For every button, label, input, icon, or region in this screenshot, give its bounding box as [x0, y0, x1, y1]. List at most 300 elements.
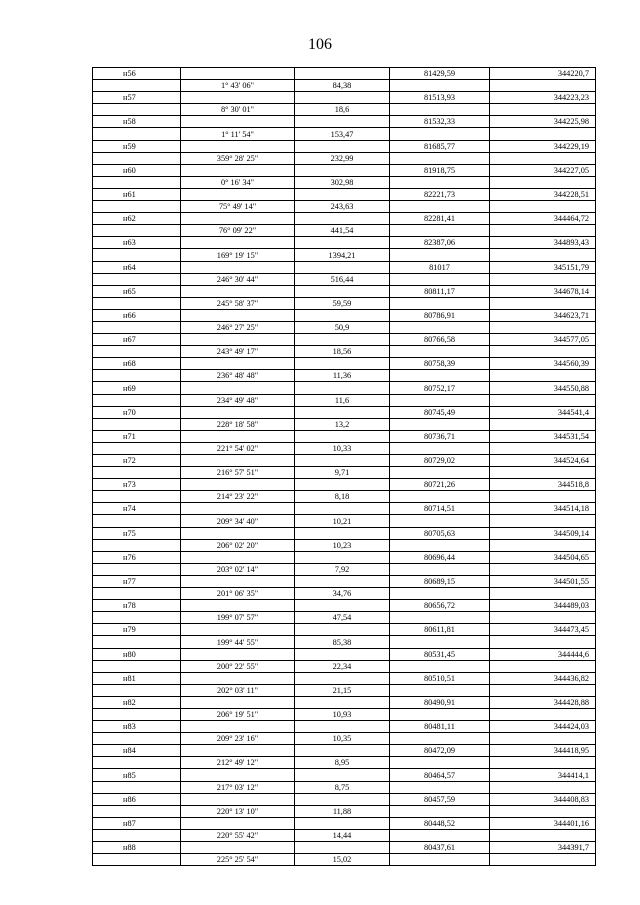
- table-row: [93, 769, 596, 781]
- direction-angle: 76° 09' 22": [181, 225, 295, 237]
- table-row: [93, 249, 596, 261]
- empty-cell: [295, 721, 390, 733]
- empty-cell: [181, 696, 295, 708]
- empty-cell: [295, 92, 390, 104]
- point-name: н64: [93, 261, 181, 273]
- table-row: [93, 430, 596, 442]
- point-name: н70: [93, 406, 181, 418]
- table-row: [93, 68, 596, 80]
- empty-cell: [93, 588, 181, 600]
- table-row: [93, 817, 596, 829]
- empty-cell: [390, 854, 490, 866]
- empty-cell: [93, 394, 181, 406]
- direction-angle: 246° 30' 44": [181, 273, 295, 285]
- y-coordinate: 344501,55: [490, 575, 596, 587]
- segment-length: 11,36: [295, 370, 390, 382]
- empty-cell: [181, 213, 295, 225]
- x-coordinate: 80752,17: [390, 382, 490, 394]
- empty-cell: [490, 370, 596, 382]
- table-row: [93, 334, 596, 346]
- y-coordinate: 344514,18: [490, 503, 596, 515]
- table-row: [93, 600, 596, 612]
- empty-cell: [181, 188, 295, 200]
- table-row: [93, 708, 596, 720]
- empty-cell: [390, 708, 490, 720]
- point-name: н68: [93, 358, 181, 370]
- empty-cell: [181, 164, 295, 176]
- empty-cell: [181, 551, 295, 563]
- table-row: [93, 128, 596, 140]
- segment-length: 11,88: [295, 805, 390, 817]
- empty-cell: [295, 164, 390, 176]
- empty-cell: [390, 201, 490, 213]
- empty-cell: [390, 805, 490, 817]
- x-coordinate: 82221,73: [390, 188, 490, 200]
- table-row: [93, 575, 596, 587]
- empty-cell: [295, 745, 390, 757]
- segment-length: 18,6: [295, 104, 390, 116]
- table-row: [93, 660, 596, 672]
- direction-angle: 203° 02' 14": [181, 563, 295, 575]
- y-coordinate: 344223,23: [490, 92, 596, 104]
- direction-angle: 217° 03' 12": [181, 781, 295, 793]
- empty-cell: [490, 708, 596, 720]
- empty-cell: [390, 636, 490, 648]
- empty-cell: [390, 467, 490, 479]
- empty-cell: [295, 285, 390, 297]
- segment-length: 441,54: [295, 225, 390, 237]
- table-row: [93, 636, 596, 648]
- empty-cell: [390, 152, 490, 164]
- point-name: н74: [93, 503, 181, 515]
- y-coordinate: 344518,8: [490, 479, 596, 491]
- point-name: н57: [93, 92, 181, 104]
- table-row: [93, 539, 596, 551]
- empty-cell: [181, 334, 295, 346]
- empty-cell: [295, 237, 390, 249]
- point-name: н72: [93, 455, 181, 467]
- empty-cell: [390, 80, 490, 92]
- empty-cell: [390, 297, 490, 309]
- segment-length: 232,99: [295, 152, 390, 164]
- empty-cell: [295, 600, 390, 612]
- empty-cell: [295, 188, 390, 200]
- empty-cell: [93, 176, 181, 188]
- x-coordinate: 81429,59: [390, 68, 490, 80]
- x-coordinate: 80437,61: [390, 842, 490, 854]
- empty-cell: [295, 358, 390, 370]
- segment-length: 302,98: [295, 176, 390, 188]
- empty-cell: [295, 575, 390, 587]
- table-row: [93, 358, 596, 370]
- page-number: 106: [308, 36, 332, 53]
- empty-cell: [295, 140, 390, 152]
- empty-cell: [295, 527, 390, 539]
- point-name: н65: [93, 285, 181, 297]
- empty-cell: [93, 104, 181, 116]
- empty-cell: [93, 297, 181, 309]
- empty-cell: [490, 225, 596, 237]
- empty-cell: [390, 539, 490, 551]
- empty-cell: [295, 334, 390, 346]
- point-name: н77: [93, 575, 181, 587]
- point-name: н71: [93, 430, 181, 442]
- empty-cell: [181, 842, 295, 854]
- table-row: [93, 261, 596, 273]
- point-name: н85: [93, 769, 181, 781]
- empty-cell: [93, 467, 181, 479]
- point-name: н80: [93, 648, 181, 660]
- segment-length: 516,44: [295, 273, 390, 285]
- y-coordinate: 344424,03: [490, 721, 596, 733]
- empty-cell: [181, 769, 295, 781]
- segment-length: 9,71: [295, 467, 390, 479]
- x-coordinate: 80490,91: [390, 696, 490, 708]
- empty-cell: [295, 648, 390, 660]
- direction-angle: 1° 11' 54": [181, 128, 295, 140]
- segment-length: 15,02: [295, 854, 390, 866]
- empty-cell: [93, 225, 181, 237]
- point-name: н73: [93, 479, 181, 491]
- empty-cell: [93, 370, 181, 382]
- empty-cell: [93, 684, 181, 696]
- empty-cell: [181, 68, 295, 80]
- empty-cell: [93, 805, 181, 817]
- empty-cell: [295, 769, 390, 781]
- segment-length: 7,92: [295, 563, 390, 575]
- segment-length: 153,47: [295, 128, 390, 140]
- table-row: [93, 297, 596, 309]
- table-row: [93, 237, 596, 249]
- point-name: н75: [93, 527, 181, 539]
- table-row: [93, 829, 596, 841]
- table-row: [93, 406, 596, 418]
- direction-angle: 206° 19' 51": [181, 708, 295, 720]
- point-name: н76: [93, 551, 181, 563]
- table-row: [93, 382, 596, 394]
- direction-angle: 245° 58' 37": [181, 297, 295, 309]
- table-row: [93, 588, 596, 600]
- x-coordinate: 80656,72: [390, 600, 490, 612]
- empty-cell: [390, 370, 490, 382]
- y-coordinate: 344220,7: [490, 68, 596, 80]
- empty-cell: [181, 455, 295, 467]
- x-coordinate: 80689,15: [390, 575, 490, 587]
- point-name: н82: [93, 696, 181, 708]
- empty-cell: [181, 745, 295, 757]
- empty-cell: [390, 346, 490, 358]
- x-coordinate: 80531,45: [390, 648, 490, 660]
- table-row: [93, 696, 596, 708]
- y-coordinate: 344225,98: [490, 116, 596, 128]
- direction-angle: 212° 49' 12": [181, 757, 295, 769]
- segment-length: 1394,21: [295, 249, 390, 261]
- y-coordinate: 344401,16: [490, 817, 596, 829]
- table-row: [93, 854, 596, 866]
- empty-cell: [181, 793, 295, 805]
- x-coordinate: 80481,11: [390, 721, 490, 733]
- point-name: н79: [93, 624, 181, 636]
- y-coordinate: 344623,71: [490, 309, 596, 321]
- y-coordinate: 344489,03: [490, 600, 596, 612]
- table-row: [93, 80, 596, 92]
- empty-cell: [390, 612, 490, 624]
- point-name: н83: [93, 721, 181, 733]
- x-coordinate: 81918,75: [390, 164, 490, 176]
- direction-angle: 8° 30' 01": [181, 104, 295, 116]
- empty-cell: [490, 781, 596, 793]
- empty-cell: [93, 152, 181, 164]
- empty-cell: [390, 829, 490, 841]
- y-coordinate: 344428,88: [490, 696, 596, 708]
- empty-cell: [181, 721, 295, 733]
- x-coordinate: 80457,59: [390, 793, 490, 805]
- empty-cell: [490, 829, 596, 841]
- direction-angle: 75° 49' 14": [181, 201, 295, 213]
- x-coordinate: 81017: [390, 261, 490, 273]
- table-row: [93, 551, 596, 563]
- empty-cell: [181, 358, 295, 370]
- empty-cell: [295, 382, 390, 394]
- empty-cell: [390, 321, 490, 333]
- empty-cell: [390, 394, 490, 406]
- empty-cell: [390, 491, 490, 503]
- segment-length: 8,75: [295, 781, 390, 793]
- empty-cell: [93, 612, 181, 624]
- table-row: [93, 563, 596, 575]
- x-coordinate: 81685,77: [390, 140, 490, 152]
- segment-length: 21,15: [295, 684, 390, 696]
- x-coordinate: 82387,06: [390, 237, 490, 249]
- table-row: [93, 515, 596, 527]
- table-row: [93, 527, 596, 539]
- empty-cell: [181, 527, 295, 539]
- empty-cell: [93, 854, 181, 866]
- empty-cell: [181, 261, 295, 273]
- table-row: [93, 721, 596, 733]
- table-row: [93, 503, 596, 515]
- table-row: [93, 140, 596, 152]
- y-coordinate: 344229,19: [490, 140, 596, 152]
- direction-angle: 216° 57' 51": [181, 467, 295, 479]
- point-name: н63: [93, 237, 181, 249]
- empty-cell: [93, 321, 181, 333]
- y-coordinate: 344550,88: [490, 382, 596, 394]
- y-coordinate: 344391,7: [490, 842, 596, 854]
- table-row: [93, 104, 596, 116]
- point-name: н69: [93, 382, 181, 394]
- empty-cell: [490, 201, 596, 213]
- empty-cell: [390, 660, 490, 672]
- table-row: [93, 648, 596, 660]
- empty-cell: [390, 442, 490, 454]
- empty-cell: [490, 394, 596, 406]
- table-row: [93, 733, 596, 745]
- direction-angle: 209° 23' 16": [181, 733, 295, 745]
- empty-cell: [93, 128, 181, 140]
- x-coordinate: 80611,81: [390, 624, 490, 636]
- point-name: н87: [93, 817, 181, 829]
- direction-angle: 200° 22' 55": [181, 660, 295, 672]
- table-row: [93, 225, 596, 237]
- empty-cell: [490, 128, 596, 140]
- table-row: [93, 805, 596, 817]
- empty-cell: [490, 660, 596, 672]
- direction-angle: 202° 03' 11": [181, 684, 295, 696]
- empty-cell: [93, 563, 181, 575]
- point-name: н84: [93, 745, 181, 757]
- y-coordinate: 344504,65: [490, 551, 596, 563]
- segment-length: 85,38: [295, 636, 390, 648]
- empty-cell: [181, 309, 295, 321]
- point-name: н88: [93, 842, 181, 854]
- point-name: н86: [93, 793, 181, 805]
- empty-cell: [490, 442, 596, 454]
- empty-cell: [295, 503, 390, 515]
- segment-length: 47,54: [295, 612, 390, 624]
- empty-cell: [93, 660, 181, 672]
- empty-cell: [390, 563, 490, 575]
- table-row: [93, 672, 596, 684]
- empty-cell: [181, 600, 295, 612]
- x-coordinate: 80811,17: [390, 285, 490, 297]
- empty-cell: [490, 297, 596, 309]
- empty-cell: [390, 176, 490, 188]
- point-name: н66: [93, 309, 181, 321]
- table-row: [93, 116, 596, 128]
- y-coordinate: 344464,72: [490, 213, 596, 225]
- empty-cell: [93, 418, 181, 430]
- empty-cell: [181, 406, 295, 418]
- empty-cell: [490, 249, 596, 261]
- empty-cell: [490, 636, 596, 648]
- x-coordinate: 80766,58: [390, 334, 490, 346]
- segment-length: 10,21: [295, 515, 390, 527]
- empty-cell: [93, 346, 181, 358]
- direction-angle: 206° 02' 20": [181, 539, 295, 551]
- empty-cell: [490, 805, 596, 817]
- point-name: н60: [93, 164, 181, 176]
- empty-cell: [390, 128, 490, 140]
- empty-cell: [390, 733, 490, 745]
- direction-angle: 1° 43' 06": [181, 80, 295, 92]
- empty-cell: [490, 152, 596, 164]
- empty-cell: [490, 588, 596, 600]
- direction-angle: 199° 07' 57": [181, 612, 295, 624]
- x-coordinate: 80472,09: [390, 745, 490, 757]
- empty-cell: [93, 781, 181, 793]
- empty-cell: [181, 672, 295, 684]
- empty-cell: [490, 346, 596, 358]
- y-coordinate: 344408,83: [490, 793, 596, 805]
- y-coordinate: 344228,51: [490, 188, 596, 200]
- table-row: [93, 842, 596, 854]
- empty-cell: [390, 515, 490, 527]
- segment-length: 8,95: [295, 757, 390, 769]
- table-row: [93, 164, 596, 176]
- direction-angle: 228° 18' 58": [181, 418, 295, 430]
- point-name: н56: [93, 68, 181, 80]
- empty-cell: [181, 116, 295, 128]
- table-row: [93, 757, 596, 769]
- empty-cell: [490, 515, 596, 527]
- empty-cell: [93, 733, 181, 745]
- empty-cell: [93, 757, 181, 769]
- table-row: [93, 793, 596, 805]
- empty-cell: [93, 515, 181, 527]
- table-row: [93, 273, 596, 285]
- empty-cell: [295, 455, 390, 467]
- direction-angle: 199° 44' 55": [181, 636, 295, 648]
- point-name: н59: [93, 140, 181, 152]
- point-name: н78: [93, 600, 181, 612]
- direction-angle: 220° 13' 10": [181, 805, 295, 817]
- segment-length: 11,6: [295, 394, 390, 406]
- point-name: н81: [93, 672, 181, 684]
- segment-length: 10,35: [295, 733, 390, 745]
- empty-cell: [93, 201, 181, 213]
- empty-cell: [181, 430, 295, 442]
- direction-angle: 243° 49' 17": [181, 346, 295, 358]
- empty-cell: [295, 406, 390, 418]
- empty-cell: [181, 285, 295, 297]
- table-row: [93, 213, 596, 225]
- x-coordinate: 80745,49: [390, 406, 490, 418]
- empty-cell: [93, 636, 181, 648]
- segment-length: 84,38: [295, 80, 390, 92]
- x-coordinate: 80758,39: [390, 358, 490, 370]
- x-coordinate: 81532,33: [390, 116, 490, 128]
- table-row: [93, 346, 596, 358]
- segment-length: 34,76: [295, 588, 390, 600]
- direction-angle: 236° 48' 48": [181, 370, 295, 382]
- table-row: [93, 442, 596, 454]
- table-row: [93, 467, 596, 479]
- y-coordinate: 344473,45: [490, 624, 596, 636]
- direction-angle: 220° 55' 42": [181, 829, 295, 841]
- direction-angle: 209° 34' 40": [181, 515, 295, 527]
- empty-cell: [295, 116, 390, 128]
- empty-cell: [93, 539, 181, 551]
- empty-cell: [490, 612, 596, 624]
- segment-length: 18,56: [295, 346, 390, 358]
- segment-length: 50,9: [295, 321, 390, 333]
- y-coordinate: 344444,6: [490, 648, 596, 660]
- empty-cell: [295, 551, 390, 563]
- segment-length: 59,59: [295, 297, 390, 309]
- x-coordinate: 80729,02: [390, 455, 490, 467]
- empty-cell: [490, 467, 596, 479]
- empty-cell: [490, 684, 596, 696]
- empty-cell: [181, 648, 295, 660]
- empty-cell: [181, 817, 295, 829]
- y-coordinate: 344541,4: [490, 406, 596, 418]
- x-coordinate: 80721,26: [390, 479, 490, 491]
- y-coordinate: 344678,14: [490, 285, 596, 297]
- empty-cell: [181, 479, 295, 491]
- empty-cell: [295, 68, 390, 80]
- empty-cell: [490, 491, 596, 503]
- empty-cell: [93, 80, 181, 92]
- y-coordinate: 344893,43: [490, 237, 596, 249]
- y-coordinate: 344509,14: [490, 527, 596, 539]
- empty-cell: [490, 563, 596, 575]
- empty-cell: [295, 430, 390, 442]
- empty-cell: [490, 854, 596, 866]
- x-coordinate: 80786,91: [390, 309, 490, 321]
- table-row: [93, 479, 596, 491]
- table-row: [93, 684, 596, 696]
